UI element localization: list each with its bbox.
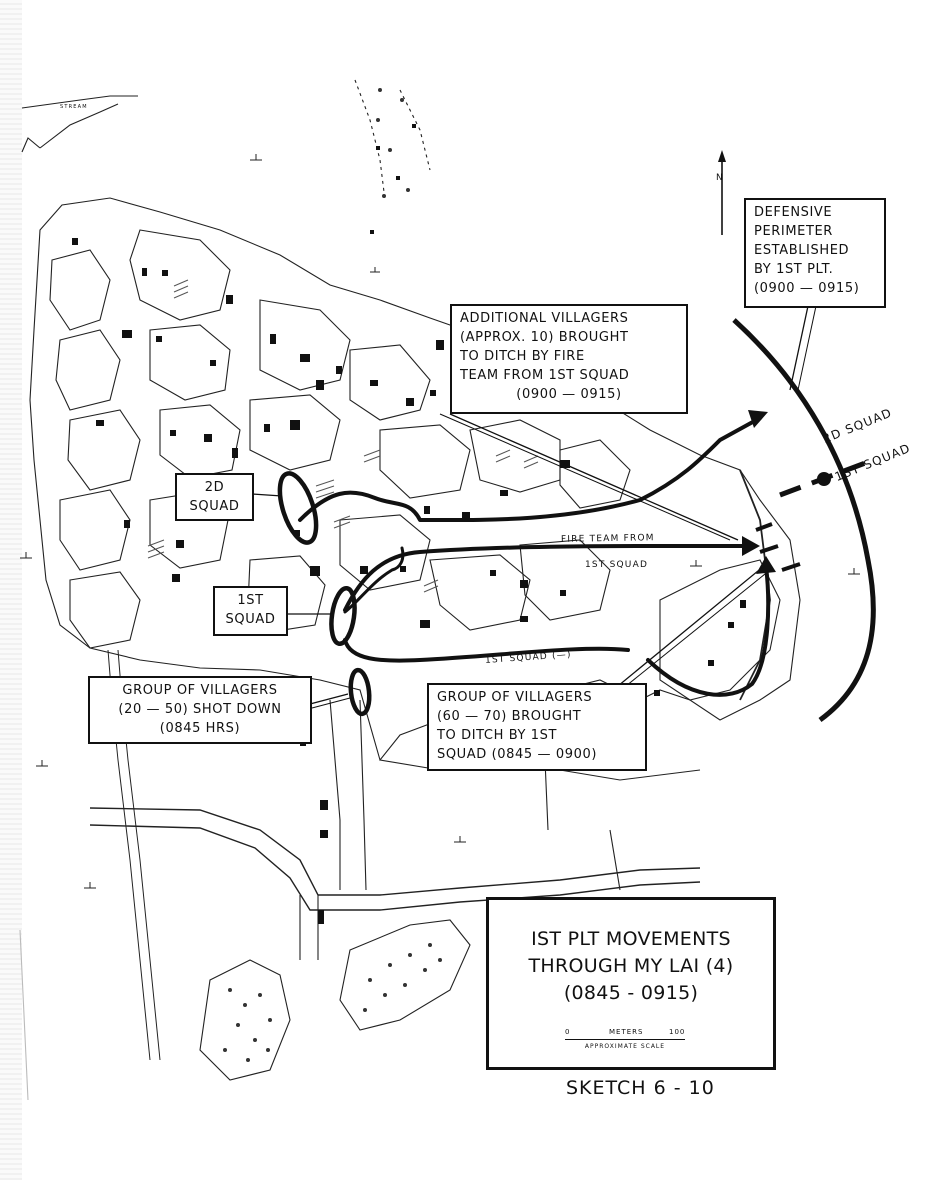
label-line: (0900 — 0915) — [516, 387, 622, 402]
title-line-1: IST PLT MOVEMENTS — [531, 928, 731, 950]
label-line: SQUAD — [225, 612, 276, 627]
label-line: DEFENSIVE — [754, 205, 833, 220]
scale-end: 100 — [669, 1028, 686, 1036]
hamlet-dots — [223, 88, 442, 1062]
route-label-fire-team-2: 1ST SQUAD — [585, 560, 649, 570]
route-fire-team — [345, 546, 748, 610]
buildings — [72, 124, 746, 924]
perimeter-junction — [817, 472, 831, 486]
label-line: PERIMETER — [754, 224, 833, 239]
title-line-3: (0845 - 0915) — [563, 982, 699, 1004]
label-line: BY 1ST PLT. — [754, 262, 834, 277]
title-block — [486, 897, 776, 1070]
label-villagers-ditch — [427, 683, 647, 771]
road — [90, 808, 700, 895]
route-2d-squad — [300, 418, 760, 520]
label-line: (20 — 50) SHOT DOWN — [118, 702, 282, 717]
route-label-2d-squad: 2D SQUAD — [820, 405, 895, 446]
label-additional-villagers — [450, 304, 688, 414]
label-line: (0845 HRS) — [159, 721, 241, 736]
label-line: SQUAD — [189, 499, 240, 514]
label-2d-squad — [175, 473, 254, 521]
label-line: TO DITCH BY FIRE — [460, 349, 585, 364]
label-line: (0900 — 0915) — [754, 281, 860, 296]
scale-bar — [565, 1039, 685, 1040]
label-line: GROUP OF VILLAGERS — [437, 690, 593, 705]
label-line: GROUP OF VILLAGERS — [122, 683, 278, 698]
stream-label: STREAM — [60, 104, 88, 110]
route-label-1st-squad-right: 1ST SQUAD — [832, 440, 913, 484]
label-line: (60 — 70) BROUGHT — [437, 709, 582, 724]
scale-caption: APPROXIMATE SCALE — [584, 1043, 666, 1050]
approximate-scale — [565, 1028, 685, 1058]
label-line: ESTABLISHED — [754, 243, 850, 258]
label-1st-squad — [213, 586, 288, 636]
label-defensive-perimeter — [744, 198, 886, 308]
scale-start: 0 — [565, 1028, 571, 1036]
route-label-fire-team: FIRE TEAM FROM — [560, 533, 655, 545]
label-line: TEAM FROM 1ST SQUAD — [460, 368, 630, 383]
label-villagers-shot — [88, 676, 312, 744]
label-line: (APPROX. 10) BROUGHT — [460, 330, 629, 345]
label-line: SQUAD (0845 — 0900) — [437, 747, 598, 762]
scale-unit: METERS — [609, 1028, 644, 1036]
label-line: 2D — [204, 480, 225, 495]
title-line-2: THROUGH MY LAI (4) — [528, 955, 734, 977]
label-line: TO DITCH BY 1ST — [437, 728, 558, 743]
route-label-1st-squad-minus: 1ST SQUAD (—) — [484, 649, 573, 667]
label-line: ADDITIONAL VILLAGERS — [460, 311, 629, 326]
defensive-perimeter — [734, 320, 873, 720]
label-line: 1ST — [237, 593, 264, 608]
route-1st-squad-hamlet — [648, 566, 768, 695]
north-label: N — [716, 173, 723, 183]
sketch-id: SKETCH 6 - 10 — [566, 1077, 715, 1099]
